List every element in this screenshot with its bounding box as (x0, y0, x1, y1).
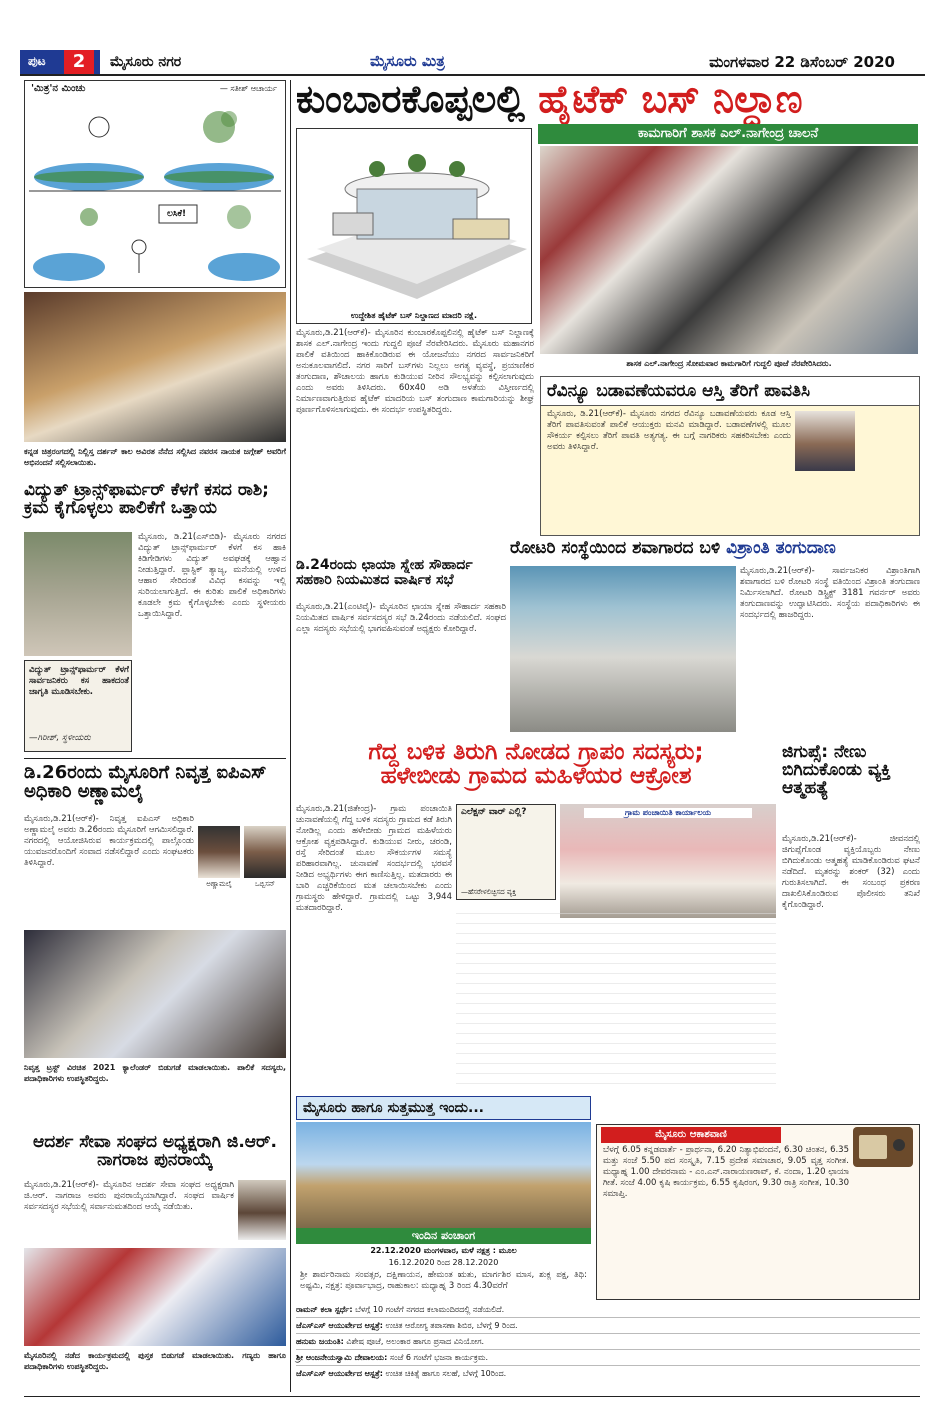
radio-title: ಮೈಸೂರು ಆಕಾಶವಾಣಿ (655, 1129, 727, 1140)
cartoon-artist: — ಸತೀಶ್ ಆಚಾರ್ಯ (219, 84, 277, 93)
adarsha-body: ಮೈಸೂರು,ಡಿ.21(ಆರ್‌ಕೆ)- ಮೈಸೂರಿನ ಆದರ್ಶ ಸೇವಾ ಸಂಘದ ಅಧ್ಯಕ್ಷರಾಗಿ ಜಿ.ಆರ್. ನಾಗರಾಜ ಅವರು ಪುನರಾಯ್ಕೆಯಾಗಿದ್ದಾರೆ. ಸಂಘದ ವಾರ್ಷಿಕ ಸರ್ವಸದಸ್ಯರ ಸಭೆಯಲ್ಲಿ ಸರ್ವಾನುಮತದಿಂದ ಆಯ್ಕೆ ನಡೆಯಿತು. (24, 1180, 234, 1212)
annamalai-body: ಮೈಸೂರು,ಡಿ.21(ಆರ್‌ಕೆ)- ನಿವೃತ್ತ ಐಪಿಎಸ್ ಅಧಿಕಾರಿ ಅಣ್ಣಾಮಲೈ ಅವರು ಡಿ.26ರಂದು ಮೈಸೂರಿಗೆ ಆಗಮಿಸಲಿದ್ದಾರೆ. ನಗರದಲ್ಲಿ ಆಯೋಜಿಸಿರುವ ಕಾರ್ಯಕ್ರಮದಲ್ಲಿ ಪಾಲ್ಗೊಂಡು ಯುವಜನರೊಂದಿಗೆ ಸಂವಾದ ನಡೆಸಲಿದ್ದಾರೆ ಎಂದು ಸಂಘಟಕರು ತಿಳಿಸಿದ್ದಾರೆ. (24, 814, 194, 868)
render-drawing (297, 129, 531, 305)
rotary-headline (510, 540, 920, 564)
rotary-shelter-photo (510, 566, 736, 732)
handover-photo (24, 292, 286, 442)
event-text: ಉಚಿತ ಚಿಕಿತ್ಸೆ ಹಾಗೂ ಸಲಹೆ, ಬೆಳಗ್ಗೆ 10ರಿಂದ. (385, 1369, 507, 1378)
annamalai-photo (198, 826, 240, 878)
panchanga-body: ಶ್ರೀ ಶಾರ್ವರಿನಾಮ ಸಂವತ್ಸರ, ದಕ್ಷಿಣಾಯನ, ಹೇಮಂತ ಋತು, ಮಾರ್ಗಶಿರ ಮಾಸ, ಶುಕ್ಲ ಪಕ್ಷ, ತಿಥಿ: ಅಷ್ಟಮಿ, ನಕ್ಷತ್ರ: ಪೂರ್ವಾಭಾದ್ರ, ರಾಹುಕಾಲ: ಮಧ್ಯಾಹ್ನ 3 ರಿಂದ 4.30ವರೆಗೆ (300, 1270, 587, 1291)
transformer-quote: ವಿದ್ಯುತ್ ಟ್ರಾನ್ಸ್‌ಫಾರ್ಮರ್ ಕೆಳಗೆ ಸಾರ್ವಜನಿಕರು ಕಸ ಹಾಕದಂತೆ ಜಾಗೃತಿ ಮೂಡಿಸಬೇಕು. (29, 665, 129, 697)
transformer-quote-box (24, 660, 132, 752)
cartoon-panel (24, 80, 286, 288)
gram-headline-line2: ಹಳೇಬೀಡು ಗ್ರಾಮದ ಮಹಿಳೆಯರ ಆಕ್ರೋಶ (380, 763, 692, 790)
cartoon-bubble: ಲಸಿಕೆ! (167, 209, 187, 219)
issue-date: ಮಂಗಳವಾರ 22 ಡಿಸೆಂಬರ್ 2020 (709, 53, 895, 71)
person2-photo (244, 826, 286, 878)
annamalai-name: ಅಣ್ಣಾಮಲೈ (206, 880, 232, 888)
revenue-headline: ರೆವಿನ್ಯೂ ಬಡಾವಣೆಯವರೂ ಆಸ್ತಿ ತೆರಿಗೆ ಪಾವತಿಸಿ (541, 377, 919, 406)
event-name: ಶ್ರೀ ಆಂಜನೇಯಸ್ವಾಮಿ ದೇವಾಲಯ: (296, 1353, 388, 1362)
calendar-release-photo (24, 930, 286, 1058)
event-item (296, 1302, 920, 1318)
radio-icon (853, 1127, 913, 1167)
page-number: 2 (64, 50, 94, 74)
society-body: ಮೈಸೂರು,ಡಿ.21(ಎಂಟಿವೈ)- ಮೈಸೂರಿನ ಛಾಯಾ ಸ್ನೇಹ ಸೌಹಾರ್ದ ಸಹಕಾರಿ ನಿಯಮಿತದ ವಾರ್ಷಿಕ ಸರ್ವಸದಸ್ಯರ ಸಭೆ ಡಿ.24ರಂದು ನಡೆಯಲಿದೆ. ಸಂಘದ ಎಲ್ಲಾ ಸದಸ್ಯರು ಸಭೆಯಲ್ಲಿ ಭಾಗವಹಿಸುವಂತೆ ಅಧ್ಯಕ್ಷರು ಕೋರಿದ್ದಾರೆ. (296, 602, 506, 634)
gram-body: ಮೈಸೂರು,ಡಿ.21(ಜಿತೇಂದ್ರ)- ಗ್ರಾಮ ಪಂಚಾಯಿತಿ ಚುನಾವಣೆಯಲ್ಲಿ ಗೆದ್ದ ಬಳಿಕ ಸದಸ್ಯರು ಗ್ರಾಮದ ಕಡೆ ತಿರುಗಿ ನೋಡಿಲ್ಲ ಎಂದು ಹಳೇಬೀಡು ಗ್ರಾಮದ ಮಹಿಳೆಯರು ಆಕ್ರೋಶ ವ್ಯಕ್ತಪಡಿಸಿದ್ದಾರೆ. ಕುಡಿಯುವ ನೀರು, ಚರಂಡಿ, ರಸ್ತೆ ಸೇರಿದಂತೆ ಮೂಲ ಸೌಕರ್ಯಗಳ ಸಮಸ್ಯೆ ಪರಿಹಾರವಾಗಿಲ್ಲ. ಚುನಾವಣೆ ಸಂದರ್ಭದಲ್ಲಿ ಭರವಸೆ ನೀಡಿದ ಅಭ್ಯರ್ಥಿಗಳು ಈಗ ಕಾಣಿಸುತ್ತಿಲ್ಲ. ಮತದಾರರು ಈ ಬಾರಿ ಎಚ್ಚರಿಕೆಯಿಂದ ಮತ ಚಲಾಯಿಸಬೇಕು ಎಂದು ಗ್ರಾಮಸ್ಥರು ಹೇಳಿದ್ದಾರೆ. ಗ್ರಾಮದಲ್ಲಿ ಒಟ್ಟು 3,944 ಮತದಾರರಿದ್ದಾರೆ. (296, 804, 452, 913)
render-caption: ಉದ್ದೇಶಿತ ಹೈಟೆಕ್ ಬಸ್ ನಿಲ್ದಾಣದ ಮಾದರಿ ನಕ್ಷೆ. (350, 311, 478, 320)
transformer-headline: ವಿದ್ಯುತ್ ಟ್ರಾನ್ಸ್‌ಫಾರ್ಮರ್ ಕೆಳಗೆ ಕಸದ ರಾಶಿ; ಕ್ರಮ ಕೈಗೊಳ್ಳಲು ಪಾಲಿಕೆಗೆ ಒತ್ತಾಯ (24, 480, 269, 518)
lead-headline (296, 77, 916, 124)
gram-box-title: ಎಲೆಕ್ಷನ್ ವಾರ್ ಎಲ್ಲಿ? (461, 807, 527, 817)
page-label: ಪುಟ (28, 54, 46, 68)
gram-headline (296, 740, 776, 800)
transformer-body: ಮೈಸೂರು, ಡಿ.21(ಎಸ್‌ಬಿಡಿ)- ಮೈಸೂರು ನಗರದ ವಿದ್ಯುತ್ ಟ್ರಾನ್ಸ್‌ಫಾರ್ಮರ್ ಕೆಳಗೆ ಕಸ ಹಾಕಿ ಕಿಡಿಗೇಡಿಗಳು ವಿದ್ಯುತ್ ಅವಘಡಕ್ಕೆ ಆಹ್ವಾನ ನೀಡುತ್ತಿದ್ದಾರೆ. ಪ್ಲಾಸ್ಟಿಕ್ ತ್ಯಾಜ್ಯ, ಮನೆಯಲ್ಲಿ ಉಳಿದ ಆಹಾರ ಸೇರಿದಂತೆ ವಿವಿಧ ಕಸವನ್ನು ಇಲ್ಲಿ ಸುರಿಯಲಾಗುತ್ತಿದೆ. ಈ ಕುರಿತು ಪಾಲಿಕೆ ಅಧಿಕಾರಿಗಳು ಕೂಡಲೇ ಕ್ರಮ ಕೈಗೊಳ್ಳಬೇಕು ಎಂದು ಸ್ಥಳೀಯರು ಒತ್ತಾಯಿಸಿದ್ದಾರೆ. (138, 532, 286, 619)
rotary-body: ಮೈಸೂರು,ಡಿ.21(ಆರ್‌ಕೆ)- ಸಾರ್ವಜನಿಕರ ವಿಶ್ರಾಂತಿಗಾಗಿ ಶವಾಗಾರದ ಬಳಿ ರೋಟರಿ ಸಂಸ್ಥೆ ವತಿಯಿಂದ ವಿಶ್ರಾಂತಿ ತಂಗುದಾಣ ನಿರ್ಮಿಸಲಾಗಿದೆ. ರೋಟರಿ ಡಿಸ್ಟ್ರಿಕ್ಟ್ 3181 ಗವರ್ನರ್ ಅವರು ತಂಗುದಾಣವನ್ನು ಉದ್ಘಾಟಿಸಿದರು. ಸಂಸ್ಥೆಯ ಪದಾಧಿಕಾರಿಗಳು ಈ ಸಂದರ್ಭದಲ್ಲಿ ಹಾಜರಿದ್ದರು. (740, 566, 920, 620)
panchanga-title: ಇಂದಿನ ಪಂಚಾಂಗ (411, 1229, 476, 1242)
event-text: ವಿಶೇಷ ಪೂಜೆ, ಅಲಂಕಾರ ಹಾಗೂ ಪ್ರಸಾದ ವಿನಿಯೋಗ. (346, 1337, 485, 1346)
radio-box (596, 1124, 920, 1300)
section-name: ಮೈಸೂರು ನಗರ (110, 54, 182, 70)
rotary-headline-part2: ವಿಶ್ರಾಂತಿ ತಂಗುದಾಣ (726, 538, 836, 558)
adarsha-event-photo (24, 1248, 286, 1346)
lead-body: ಮೈಸೂರು,ಡಿ.21(ಆರ್‌ಕೆ)- ಮೈಸೂರಿನ ಕುಂಬಾರಕೊಪ್ಪಲಿನಲ್ಲಿ ಹೈಟೆಕ್ ಬಸ್ ನಿಲ್ದಾಣಕ್ಕೆ ಶಾಸಕ ಎಲ್.ನಾಗೇಂದ್ರ ಇಂದು ಗುದ್ದಲಿ ಪೂಜೆ ನೆರವೇರಿಸಿದರು. ಮೈಸೂರು ಮಹಾನಗರ ಪಾಲಿಕೆ ವತಿಯಿಂದ ಹಾಕಿಕೊಂಡಿರುವ ಈ ಯೋಜನೆಯು ನಗರದ ಸಾರ್ವಜನಿಕರಿಗೆ ಅನುಕೂಲವಾಗಲಿದೆ. ನಗರ ಸಾರಿಗೆ ಬಸ್‌ಗಳು ನಿಲ್ಲಲು ಅಗತ್ಯ ವ್ಯವಸ್ಥೆ, ಪ್ರಯಾಣಿಕರ ತಂಗುದಾಣ, ಶೌಚಾಲಯ ಹಾಗೂ ಕುಡಿಯುವ ನೀರಿನ ಸೌಲಭ್ಯವನ್ನು ಕಲ್ಪಿಸಲಾಗುವುದು ಎಂದು ಅವರು ತಿಳಿಸಿದರು. 60x40 ಅಡಿ ಅಳತೆಯ ವಿಸ್ತೀರ್ಣದಲ್ಲಿ ನಿರ್ಮಾಣವಾಗುತ್ತಿರುವ ಹೈಟೆಕ್ ಮಾದರಿಯ ಬಸ್ ತಂಗುದಾಣ ಕಾಮಗಾರಿಯನ್ನು ಶೀಘ್ರ ಪೂರ್ಣಗೊಳಿಸಲಾಗುವುದು. ಈ ಸಂದರ್ಭ ಉಪಸ್ಥಿತರಿದ್ದರು. (296, 328, 534, 415)
annamalai-headline: ಡಿ.26ರಂದು ಮೈಸೂರಿಗೆ ನಿವೃತ್ತ ಐಪಿಎಸ್ ಅಧಿಕಾರಿ ಅಣ್ಣಾಮಲೈ (24, 762, 267, 802)
event-name: ಹನುಮ ಜಯಂತಿ: (296, 1337, 344, 1346)
gram-body-extra (456, 904, 776, 1090)
event-text: ಸಂಜೆ 6 ಗಂಟೆಗೆ ಭಜನಾ ಕಾರ್ಯಕ್ರಮ. (389, 1353, 489, 1362)
gram-headline-line1: ಗೆದ್ದ ಬಳಿಕ ತಿರುಗಿ ನೋಡದ ಗ್ರಾಪಂ ಸದಸ್ಯರು; (368, 739, 704, 765)
events-banner-text: ಮೈಸೂರು ಹಾಗೂ ಸುತ್ತಮುತ್ತ ಇಂದು... (303, 1100, 484, 1116)
garbage-photo (24, 532, 132, 656)
events-list (296, 1302, 920, 1392)
transformer-quote-by: —ಗಿರೀಶ್, ಸ್ಥಳೀಯರು (29, 733, 91, 743)
calendar-caption: ನಿವೃತ್ತ ಟ್ರಸ್ಟ್ ವಿರಚಿತ 2021 ಕ್ಯಾಲೆಂಡರ್ ಬಿಡುಗಡೆ ಮಾಡಲಾಯಿತು. ಪಾಲಿಕೆ ಸದಸ್ಯರು, ಪದಾಧಿಕಾರಿಗಳು ಉಪಸ್ಥಿತರಿದ್ದರು. (24, 1063, 286, 1083)
masthead-rule (20, 74, 925, 76)
lead-headline-part2: ಹೈಟೆಕ್ ಬಸ್ ನಿಲ್ದಾಣ (538, 77, 803, 121)
column-rule (290, 80, 291, 1392)
event-text: ಬೆಳಗ್ಗೆ 10 ಗಂಟೆಗೆ ನಗರದ ಕಲಾಮಂದಿರದಲ್ಲಿ ನಡೆಯಲಿದೆ. (355, 1305, 505, 1314)
adarsha-caption: ಮೈಸೂರಿನಲ್ಲಿ ನಡೆದ ಕಾರ್ಯಕ್ರಮದಲ್ಲಿ ಪುಸ್ತಕ ಬಿಡುಗಡೆ ಮಾಡಲಾಯಿತು. ಗಣ್ಯರು ಹಾಗೂ ಪದಾಧಿಕಾರಿಗಳು ಉಪಸ್ಥಿತರಿದ್ದರು. (24, 1351, 286, 1371)
panchanga-header (296, 1228, 591, 1244)
panchanga-week: 16.12.2020 ರಿಂದ 28.12.2020 (388, 1258, 499, 1267)
events-banner (296, 1096, 591, 1120)
divider (24, 758, 286, 759)
lead-headline-part1: ಕುಂಬಾರಕೊಪ್ಪಲಲ್ಲಿ (296, 77, 539, 121)
column-rule (24, 1396, 920, 1397)
panchanga-date: 22.12.2020 ಮಂಗಳವಾರ, ಮಳೆ ನಕ್ಷತ್ರ : ಮೂಲ (370, 1246, 517, 1255)
event-item (296, 1318, 920, 1334)
event-name: ರಾಮನ್ ಕಲಾ ಸ್ಪರ್ಧೆ: (296, 1305, 353, 1314)
nagaraja-photo (238, 1180, 286, 1240)
panchayat-sign: ಗ್ರಾಮ ಪಂಚಾಯಿತಿ ಕಾರ್ಯಾಲಯ (584, 808, 752, 818)
event-name: ಜೆಎಸ್‌ಎಸ್ ಆಯುರ್ವೇದ ಆಸ್ಪತ್ರೆ: (296, 1321, 383, 1330)
event-item (296, 1350, 920, 1366)
gram-sidebar-box (456, 804, 556, 900)
bus-stand-render (296, 128, 532, 324)
event-item (296, 1366, 920, 1381)
event-item (296, 1334, 920, 1350)
groundbreaking-caption: ಶಾಸಕ ಎಲ್.ನಾಗೇಂದ್ರ ಸೋಮವಾರ ಕಾಮಗಾರಿಗೆ ಗುದ್ದಲಿ ಪೂಜೆ ನೆರವೇರಿಸಿದರು. (626, 359, 832, 368)
event-name: ಜೆಎಸ್‌ಎಸ್ ಆಯುರ್ವೇದ ಆಸ್ಪತ್ರೆ: (296, 1369, 383, 1378)
cartoon-title: 'ಮಿತ್ರ'ನ ಮಿಂಚು (31, 83, 86, 94)
event-text: ಉಚಿತ ಆರೋಗ್ಯ ತಪಾಸಣಾ ಶಿಬಿರ, ಬೆಳಗ್ಗೆ 9 ರಿಂದ. (385, 1321, 518, 1330)
handover-caption: ಕನ್ನಡ ಚಿತ್ರರಂಗದಲ್ಲಿ ನಿಲ್ಲಿಸ್ತ ದರ್ಶನ್ ಕಾಲ ಅವಿರತ ನೆನೆದ ಸಲ್ಲಿಸಿದ ನವರಸ ನಾಯಕ ಜಗ್ಗೇಶ್ ಅವರಿಗೆ ಅಭಿನಂದನೆ ಸಲ್ಲಿಸಲಾಯಿತು. (24, 447, 286, 467)
gram-box-by: —ಹೆಸರೇಳಲಿಚ್ಛಿಸದ ವ್ಯಕ್ತಿ (461, 888, 517, 896)
lead-subhead: ಕಾಮಗಾರಿಗೆ ಶಾಸಕ ಎಲ್.ನಾಗೇಂದ್ರ ಚಾಲನೆ (637, 126, 819, 141)
page-number-badge (20, 50, 100, 74)
rotary-headline-part1: ರೋಟರಿ ಸಂಸ್ಥೆಯಿಂದ ಶವಾಗಾರದ ಬಳಿ (510, 538, 727, 558)
person2-name: ಒಬ್ಬಿಸನ್ (254, 880, 276, 888)
cartoon-drawing (29, 97, 281, 283)
radio-title-bar (601, 1127, 781, 1143)
paper-name: ಮೈಸೂರು ಮಿತ್ರ (370, 52, 445, 70)
adarsha-headline: ಆದರ್ಶ ಸೇವಾ ಸಂಘದ ಅಧ್ಯಕ್ಷರಾಗಿ ಜಿ.ಆರ್. ನಾಗರಾಜ ಪುನರಾಯ್ಕೆ (33, 1132, 277, 1170)
groundbreaking-photo (540, 146, 918, 354)
lead-subhead-bar (538, 124, 918, 144)
panchayat-office-photo (560, 804, 776, 918)
palace-photo (296, 1122, 591, 1228)
suicide-body: ಮೈಸೂರು,ಡಿ.21(ಆರ್‌ಕೆ)- ಜೀವನದಲ್ಲಿ ಜಿಗುಪ್ಸೆಗೊಂಡ ವ್ಯಕ್ತಿಯೊಬ್ಬರು ನೇಣು ಬಿಗಿದುಕೊಂಡು ಆತ್ಮಹತ್ಯೆ ಮಾಡಿಕೊಂಡಿರುವ ಘಟನೆ ನಡೆದಿದೆ. ಮೃತರನ್ನು ಶಂಕರ್ (32) ಎಂದು ಗುರುತಿಸಲಾಗಿದೆ. ಈ ಸಂಬಂಧ ಪ್ರಕರಣ ದಾಖಲಿಸಿಕೊಂಡಿರುವ ಪೊಲೀಸರು ತನಿಖೆ ಕೈಗೊಂಡಿದ್ದಾರೆ. (782, 834, 920, 910)
revenue-body: ಮೈಸೂರು, ಡಿ.21(ಆರ್‌ಕೆ)- ಮೈಸೂರು ನಗರದ ರೆವಿನ್ಯೂ ಬಡಾವಣೆಯವರು ಕೂಡ ಆಸ್ತಿ ತೆರಿಗೆ ಪಾವತಿಸುವಂತೆ ಪಾಲಿಕೆ ಆಯುಕ್ತರು ಮನವಿ ಮಾಡಿದ್ದಾರೆ. ಬಡಾವಣೆಗಳಲ್ಲಿ ಮೂಲ ಸೌಕರ್ಯ ಕಲ್ಪಿಸಲು ತೆರಿಗೆ ಪಾವತಿ ಅತ್ಯಗತ್ಯ. ಈ ಬಗ್ಗೆ ನಾಗರಿಕರು ಸಹಕರಿಸಬೇಕು ಎಂದು ಅವರು ತಿಳಿಸಿದ್ದಾರೆ. (547, 409, 791, 452)
commissioner-photo (795, 411, 855, 471)
society-headline: ಡಿ.24ರಂದು ಛಾಯಾ ಸ್ನೇಹ ಸೌಹಾರ್ದ ಸಹಕಾರಿ ನಿಯಮಿತದ ವಾರ್ಷಿಕ ಸಭೆ (296, 557, 473, 588)
radio-body: ಬೆಳಗ್ಗೆ 6.05 ಕನ್ನಡವಾರ್ತೆ - ಪ್ರಾರ್ಥನಾ, 6.20 ನಿತ್ಯಾಭಿವಂದನೆ, 6.30 ಚಿಂತನ, 6.35 ಮತ್ತು ಸಂಜೆ 5.50 ಪದ ಸಂಸ್ಕೃತಿ, 7.15 ಪ್ರದೇಶ ಸಮಾಚಾರ, 9.05 ವೃತ್ತ ಸಂಗೀತ. ಮಧ್ಯಾಹ್ನ 1.00 ದೇವರನಾಮ - ಎಂ.ಎನ್.ನಾರಾಯಣರಾವ್, ಕೆ. ನಂದಾ, 1.20 ಛಾಯಾ ಗೀತೆ. ಸಂಜೆ 4.00 ಕೃಷಿ ಕಾರ್ಯಕ್ರಮ, 6.55 ಕೃಷಿರಂಗ, 9.30 ರಾತ್ರಿ ಸಂಗೀತ, 10.30 ಸಮಾಪ್ತಿ. (603, 1145, 849, 1199)
masthead (20, 50, 925, 76)
revenue-box (540, 376, 920, 536)
suicide-headline: ಜಿಗುಪ್ಸೆ: ನೇಣು ಬಿಗಿದುಕೊಂಡು ವ್ಯಕ್ತಿ ಆತ್ಮಹತ್ಯೆ (782, 742, 891, 798)
